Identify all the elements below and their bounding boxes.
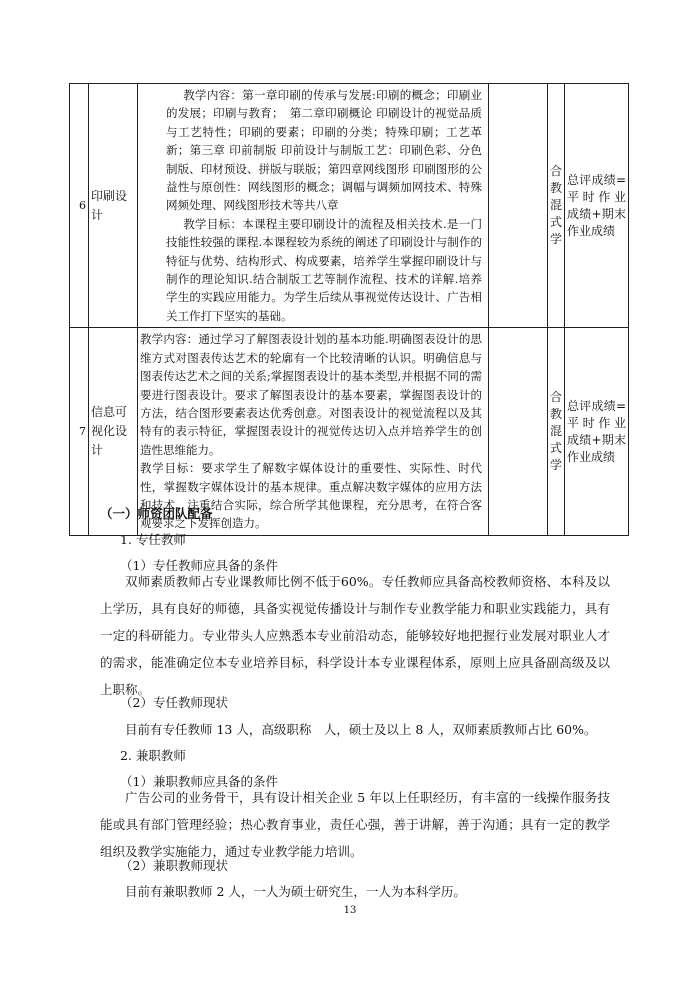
- content-paragraph: 教学目标：要求学生了解数字媒体设计的重要性、实际性、时代性，掌握数字媒体设计的基本规律。重点解决数字媒体的应用方法和技术。注重结合实际，综合所学其他课程，充分思考，在符合客观要求之下发挥创造力。: [140, 461, 482, 531]
- item-heading: （2）兼职教师现状: [120, 858, 228, 873]
- subsection-heading: 1. 专任教师: [120, 532, 186, 547]
- course-name: 信息可视化设计: [89, 328, 138, 535]
- status-paragraph: 目前有专任教师 13 人，高级职称 人，硕士及以上 8 人，双师素质教师占比 60%。: [125, 722, 597, 737]
- course-table: [69, 83, 629, 536]
- assessment-method: 总评成绩=平时作业成绩+期末作业成绩: [565, 328, 629, 535]
- empty-cell: [489, 328, 548, 535]
- item-heading: （2）专任教师现状: [120, 695, 228, 710]
- page-number: 13: [343, 905, 357, 916]
- status-paragraph: 目前有兼职教师 2 人，一人为硕士研究生，一人为本科学历。: [125, 884, 466, 899]
- section-heading: （一）师资团队配备: [100, 506, 213, 521]
- assessment-method: 总评成绩=平时作业成绩+期末作业成绩: [565, 84, 629, 328]
- row-index: 7: [70, 328, 89, 535]
- requirements-paragraph: 双师素质教师占专业课教师比例不低于60%。专任教师应具备高校教师资格、本科及以上学历，具有良好的师德，具备实视觉传播设计与制作专业教学能力和职业实践能力，具有一定的科研能力。专业带头人应熟悉本专业前沿动态，能够较好地把握行业发展对职业人才的需求，能准确定位本专业培养目标，科学设计本专业课程体系，原则上应具备副高级及以上职称。: [100, 574, 610, 697]
- teaching-mode: 合教混式学: [548, 328, 565, 535]
- subsection-heading: 2. 兼职教师: [120, 748, 186, 763]
- content-paragraph: 教学内容：第一章印刷的传承与发展:印刷的概念；印刷业的发展；印刷与教育； 第二章印刷概论 印刷设计的视觉品质与工艺特性；印刷的要素；印刷的分类；特殊印刷；工艺革新；第三章 印前制版 印前设计与制版工艺：印刷色彩、分色制版、印材预设、拼版与联版；第四章网线图形 印刷图形的公益性与原创性：网线图形的概念；调幅与调频加网技术、特殊网频处理、网线图形技术等共八章: [166, 88, 482, 213]
- content-paragraph: 教学内容：通过学习了解图表设计划的基本功能.明确图表设计的思维方式对图表传达艺术的轮廓有一个比较清晰的认识。明确信息与图表传达艺术之间的关系;掌握图表设计的基本类型,并根据不同的需要进行图表设计。要求了解图表设计的基本要素，掌握图表设计的方法，结合图形要素表达优秀创意。对图表设计的视觉流程以及其特有的表示特征，掌握图表设计的视觉传达切入点并培养学生的创造性思维能力。: [140, 332, 482, 457]
- content-paragraph: 教学目标：本课程主要印刷设计的流程及相关技术.是一门技能性较强的课程.本课程较为系统的阐述了印刷设计与制作的特征与优势、结构形式、构成要素，培养学生掌握印刷设计与制作的理论知识.结合制版工艺等制作流程、技术的详解.培养学生的实践应用能力。为学生后续从事视觉传达设计、广告相关工作打下坚实的基础。: [166, 216, 482, 323]
- row-index: 6: [70, 84, 89, 328]
- teaching-mode: 合教混式学: [548, 84, 565, 328]
- empty-cell: [489, 84, 548, 328]
- course-name: 印刷设计: [89, 84, 138, 328]
- requirements-paragraph: 广告公司的业务骨干，具有设计相关企业 5 年以上任职经历，有丰富的一线操作服务技能或具有部门管理经验；热心教育事业，责任心强，善于讲解，善于沟通；具有一定的教学组织及教学实施能力，通过专业教学能力培训。: [100, 790, 610, 859]
- item-heading: （1）兼职教师应具备的条件: [120, 774, 278, 789]
- table-row: [70, 84, 629, 328]
- course-content: [138, 84, 489, 328]
- item-heading: （1）专任教师应具备的条件: [120, 558, 278, 573]
